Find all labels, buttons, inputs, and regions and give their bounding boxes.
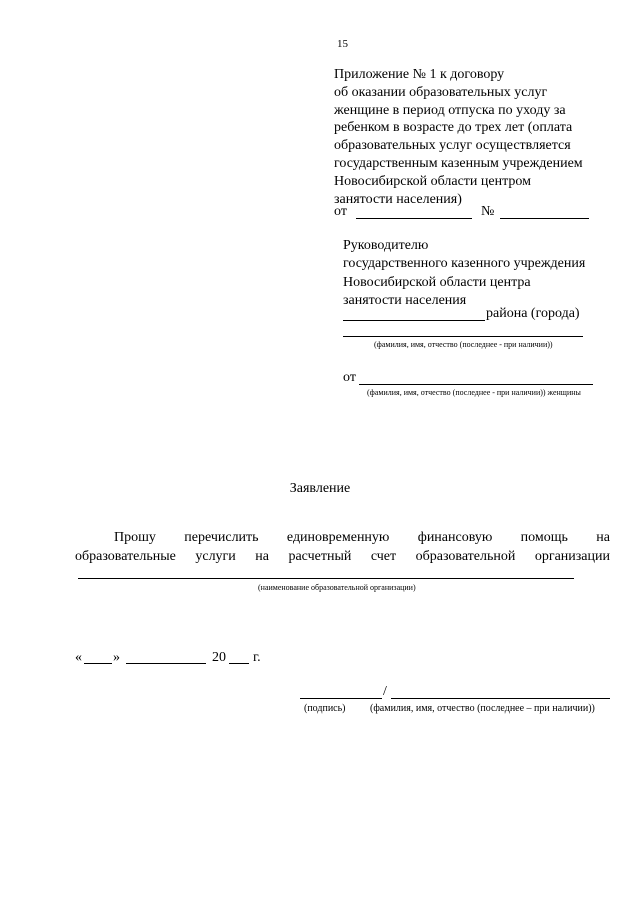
- appendix-line: Приложение № 1 к договору: [334, 67, 505, 82]
- appendix-line: об оказании образовательных услуг: [334, 84, 548, 100]
- organization-name-field[interactable]: [78, 578, 574, 579]
- date-month-field[interactable]: [126, 663, 206, 664]
- organization-name-hint: (наименование образовательной организации): [258, 583, 416, 592]
- addressee-line: занятости населения: [343, 292, 467, 308]
- date-open-quote: «: [75, 650, 82, 665]
- statement-body-line: Прошу перечислить единовременную финансовую помощь на: [114, 530, 610, 545]
- statement-body-line: образовательные услуги на расчетный счет образовательной организации: [75, 549, 610, 564]
- head-name-field[interactable]: [343, 336, 583, 337]
- woman-name-hint: (фамилия, имя, отчество (последнее - при наличии)) женщины: [367, 388, 581, 397]
- addressee-from-label: от: [343, 370, 356, 385]
- appendix-line: Новосибирской области центром: [334, 173, 531, 189]
- appendix-line: женщине в период отпуска по уходу за: [334, 102, 566, 118]
- appendix-line: государственным казенным учреждением: [334, 155, 583, 171]
- signature-field[interactable]: [300, 698, 382, 699]
- head-name-hint: (фамилия, имя, отчество (последнее - при наличии)): [374, 340, 553, 349]
- statement-title: Заявление: [289, 481, 351, 496]
- appendix-from-label: от: [334, 204, 347, 219]
- date-year-prefix: 20: [212, 650, 226, 665]
- district-suffix: района (города): [486, 306, 580, 321]
- addressee-line: Новосибирской области центра: [343, 274, 531, 290]
- contract-number-field[interactable]: [500, 218, 589, 219]
- signature-hint: (подпись): [304, 703, 346, 714]
- date-close-quote: »: [113, 650, 120, 665]
- addressee-line: Руководителю: [343, 238, 429, 253]
- district-name-field[interactable]: [343, 320, 485, 321]
- contract-date-field[interactable]: [356, 218, 472, 219]
- signature-separator: /: [383, 684, 387, 699]
- appendix-header: [334, 66, 583, 208]
- appendix-line: занятости населения): [334, 191, 462, 207]
- addressee-block: [343, 237, 585, 310]
- page-number: 15: [337, 38, 348, 50]
- date-day-field[interactable]: [84, 663, 112, 664]
- woman-name-field[interactable]: [359, 384, 593, 385]
- date-year-field[interactable]: [229, 663, 249, 664]
- signer-name-field[interactable]: [391, 698, 610, 699]
- addressee-line: государственного казенного учреждения: [343, 256, 586, 272]
- appendix-line: ребенком в возрасте до трех лет (оплата: [334, 120, 573, 136]
- appendix-line: образовательных услуг осуществляется: [334, 138, 571, 154]
- appendix-number-label: №: [481, 204, 495, 219]
- signer-name-hint: (фамилия, имя, отчество (последнее – при наличии)): [370, 703, 595, 714]
- date-year-suffix: г.: [253, 650, 261, 665]
